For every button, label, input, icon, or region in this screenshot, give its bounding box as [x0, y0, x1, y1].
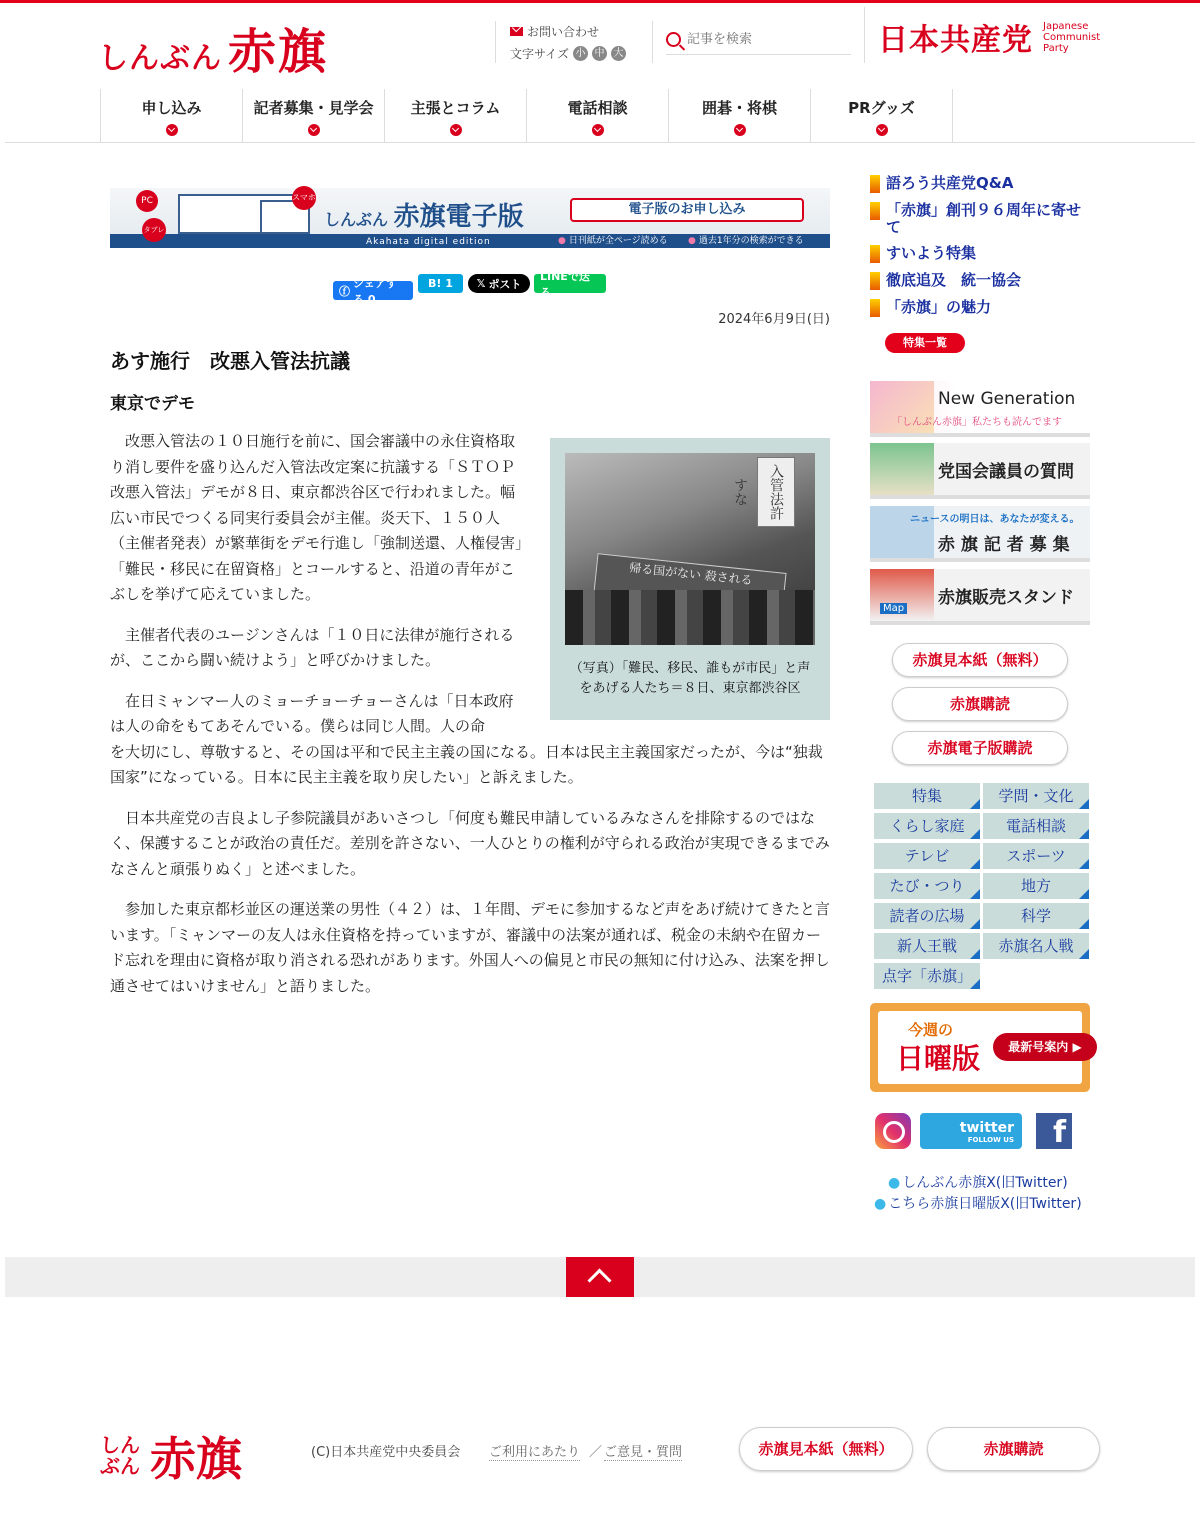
copyright: (C)日本共産党中央委員会 [311, 1445, 461, 1460]
twitter-follow-button[interactable] [920, 1113, 1022, 1149]
nav-item-go-shogi[interactable] [669, 89, 811, 143]
sample-paper-button[interactable]: 赤旗見本紙（無料） [892, 643, 1068, 677]
subscribe-button[interactable]: 赤旗購読 [892, 687, 1068, 721]
terms-link[interactable]: ご利用にあたり [489, 1441, 580, 1461]
feature-link[interactable] [870, 272, 1095, 290]
map-tag: Map [880, 603, 907, 614]
article-paragraph: 改悪入管法の１０日施行を前に、国会審議中の永住資格取り消し要件を盛り込んだ入管法改定案に抗議する「ＳＴＯＰ改悪入管法」デモが８日、東京都渋谷区で行われました。幅広い市民でつくる同実行委員会が主催。炎天下、１５０人（主催者発表）が繁華街をデモ行進し「強制送還、人権侵害」「難民・移民に在留資格」とコールすると、沿道の青年がこぶしを挙げて応えていました。 [110, 432, 523, 603]
tablet-badge: タブレット [142, 218, 166, 242]
divider [864, 7, 865, 63]
diet-building-icon [870, 443, 934, 495]
banner-sublabel: ニュースの明日は、あなたが変える。 [910, 514, 1080, 525]
feature-label: 徹底追及 統一協会 [886, 271, 1022, 289]
feature-list-button[interactable]: 特集一覧 [885, 333, 965, 353]
font-size-small-button[interactable]: 小 [573, 46, 588, 61]
jcp-en-line: Party [1043, 42, 1069, 54]
article-body [110, 429, 830, 1014]
feature-label: 語ろう共産党Q&A [886, 174, 1014, 192]
feature-label: 「赤旗」創刊９６周年に寄せて [886, 201, 1082, 236]
x-icon: 𝕏 [476, 277, 486, 290]
category-link[interactable]: 読者の広場 [874, 903, 980, 929]
x-account-link[interactable]: ● しんぶん赤旗X(旧Twitter) [888, 1172, 1068, 1192]
diet-questions-banner[interactable] [870, 443, 1090, 499]
nav-label: PRグッズ [848, 99, 915, 117]
main-nav [100, 89, 953, 143]
contact-link[interactable] [510, 23, 599, 40]
category-link[interactable]: 地方 [983, 873, 1089, 899]
category-link[interactable]: くらし家庭 [874, 813, 980, 839]
banner-subtitle: Akahata digital edition [366, 237, 491, 247]
feature-link[interactable] [870, 202, 1095, 236]
feature-bar-icon [870, 299, 880, 317]
footer-logo-big: 赤旗 [150, 1432, 242, 1486]
chevron-down-icon [308, 124, 320, 136]
hatena-bookmark-button[interactable]: B! 1 [418, 274, 463, 293]
facebook-share-button[interactable] [333, 276, 413, 306]
banner-note: ● 日刊紙が全ページ読める [558, 233, 668, 246]
logo-big: 赤旗 [228, 24, 329, 80]
facebook-icon: ⓕ [339, 284, 350, 298]
article-paragraph: 主催者代表のユージンさんは「１０日に法律が施行されるが、ここから闘い続けよう」と呼びかけました。 [110, 625, 515, 669]
banner-label: 赤旗販売スタンド [938, 588, 1074, 608]
footer-logo-small: しんぶん [100, 1433, 140, 1478]
nav-divider [5, 142, 1195, 143]
category-link[interactable]: 学問・文化 [983, 783, 1089, 809]
feature-bar-icon [870, 245, 880, 263]
line-send-button[interactable]: LINEで送る [534, 274, 606, 293]
chevron-down-icon [876, 124, 888, 136]
banner-label: 党国会議員の質問 [938, 462, 1074, 482]
reporter-recruit-banner[interactable] [870, 506, 1090, 562]
font-size-label: 文字サイズ [510, 47, 570, 61]
back-to-top-button[interactable] [566, 1257, 634, 1297]
nav-label: 電話相談 [567, 99, 628, 117]
category-link[interactable]: 電話相談 [983, 813, 1089, 839]
nav-label: 囲碁・将棋 [701, 99, 777, 117]
photo-banner: 帰る国がない 殺される [593, 553, 786, 613]
nav-label: 記者募集・見学会 [253, 99, 374, 117]
sunday-label: 今週の [908, 1021, 954, 1039]
divider [652, 21, 653, 63]
sunday-banner-inner [878, 1011, 1082, 1084]
nav-label: 主張とコラム [410, 99, 501, 117]
feature-bar-icon [870, 272, 880, 290]
article-paragraph: 日本共産党の吉良よし子参院議員があいさつし「何度も難民申請しているみなさんを排除するのではなく、保護することが政治の責任だ。差別を許さない、一人ひとりの権利が守られる政治が実現できるまでみなさんと頑張りぬく」と述べました。 [110, 808, 830, 878]
contact-label: お問い合わせ [527, 25, 600, 39]
font-size-large-button[interactable]: 大 [611, 46, 626, 61]
footer-sample-button[interactable]: 赤旗見本紙（無料） [739, 1427, 913, 1471]
smartphone-badge: スマホ [292, 186, 316, 210]
pc-badge: PC [136, 190, 158, 212]
feature-link[interactable] [870, 299, 1095, 317]
jcp-english [1043, 21, 1100, 54]
article-paragraph: 在日ミャンマー人のミョーチョーチョーさんは「日本政府は人の命をもてあそんでいる。僕らは同じ人間。人の命 [110, 691, 514, 735]
category-link[interactable]: スポーツ [983, 843, 1089, 869]
sunday-edition-banner[interactable] [870, 1003, 1090, 1092]
banner-label: New Generation [938, 389, 1076, 409]
x-account-link[interactable]: ● こちら赤旗日曜版X(旧Twitter) [874, 1193, 1082, 1213]
footer-logo[interactable] [100, 1423, 242, 1489]
nav-item-phone-consult[interactable] [527, 89, 669, 143]
category-link[interactable]: 点字「赤旗」 [874, 963, 980, 989]
article-subtitle: 東京でデモ [110, 394, 195, 414]
nav-label: 申し込み [141, 99, 202, 117]
feature-link[interactable] [870, 245, 1095, 263]
x-post-button[interactable] [468, 274, 530, 293]
category-link[interactable]: 赤旗名人戦 [983, 933, 1089, 959]
map-box-icon [870, 569, 934, 621]
nav-item-apply[interactable] [101, 89, 243, 143]
photo-caption: （写真）「難民、移民、誰もが市民」と声をあげる人たち＝８日、東京都渋谷区 [569, 661, 811, 696]
nav-item-recruit[interactable] [243, 89, 385, 143]
article-paragraph: を大切にし、尊敬すると、その国は平和で民主主義の国になる。日本は民主主義国家だったが、今は“独裁国家”になっている。日本に民主主義を取り戻したい」と訴えました。 [110, 742, 823, 786]
photo-sign: 入管法許すな [757, 457, 795, 527]
jcp-logo[interactable] [878, 15, 1100, 59]
digital-edition-banner[interactable] [110, 188, 830, 258]
nav-item-pr-goods[interactable] [811, 89, 953, 143]
footer-subscribe-button[interactable]: 赤旗購読 [927, 1427, 1100, 1471]
link-separator: ／ [589, 1445, 603, 1460]
mail-icon [510, 27, 523, 36]
banner-note: ● 過去1年分の検索ができる [688, 233, 804, 246]
new-generation-banner[interactable] [870, 381, 1090, 437]
banner-label: 赤 旗 記 者 募 集 [938, 535, 1070, 555]
digital-subscribe-button[interactable]: 赤旗電子版購読 [892, 731, 1068, 765]
chevron-down-icon [592, 124, 604, 136]
instagram-icon[interactable] [875, 1113, 911, 1149]
digital-apply-button[interactable]: 電子版のお申し込み [570, 198, 804, 222]
category-link[interactable]: テレビ [874, 843, 980, 869]
chevron-down-icon [734, 124, 746, 136]
facebook-icon[interactable]: f [1036, 1113, 1072, 1149]
twitter-sublabel: FOLLOW US [967, 1136, 1014, 1144]
category-link[interactable]: たび・つり [874, 873, 980, 899]
category-link[interactable]: 新人王戦 [874, 933, 980, 959]
logo-small: しんぶん [98, 41, 222, 76]
banner-title-small: しんぶん [324, 210, 389, 229]
banner-sublabel: 「しんぶん赤旗」私たちも読んでます [892, 417, 1062, 428]
category-grid [874, 783, 1089, 989]
feedback-link[interactable]: ご意見・質問 [604, 1441, 682, 1461]
chevron-down-icon [450, 124, 462, 136]
category-link[interactable]: 科学 [983, 903, 1089, 929]
facebook-share-label: シェアする 0 [353, 276, 397, 306]
font-size-selector [510, 45, 626, 62]
jcp-name: 日本共産党 [878, 23, 1033, 58]
jcp-en-line: Japanese [1043, 20, 1089, 32]
feature-link[interactable] [870, 175, 1095, 193]
nav-item-column[interactable] [385, 89, 527, 143]
feature-label: すいよう特集 [886, 244, 977, 262]
search-input[interactable] [687, 32, 837, 47]
feature-bar-icon [870, 202, 880, 220]
sales-stand-banner[interactable] [870, 569, 1090, 625]
x-post-label: ポスト [488, 277, 522, 291]
article-date: 2024年6月9日(日) [718, 312, 830, 327]
banner-title-big: 赤旗電子版 [393, 202, 524, 232]
banner-title [324, 196, 524, 233]
search-icon[interactable] [666, 32, 681, 47]
feature-label: 「赤旗」の魅力 [886, 298, 992, 316]
article-title: あす施行 改悪入管法抗議 [110, 349, 350, 373]
site-logo[interactable] [98, 13, 328, 82]
sunday-title: 日曜版 [896, 1042, 981, 1075]
category-link[interactable]: 特集 [874, 783, 980, 809]
divider [495, 21, 496, 63]
feature-bar-icon [870, 175, 880, 193]
search-box [666, 25, 851, 55]
twitter-label: twitter [959, 1120, 1014, 1136]
feature-list [870, 175, 1095, 326]
article-paragraph: 参加した東京都杉並区の運送業の男性（４２）は、１年間、デモに参加するなど声をあげ続けてきたと言います。「ミャンマーの友人は永住資格を持っていますが、審議中の法案が通れば、税金の未納や在留カード忘れを理由に資格が取り消される恐れがあります。外国人への偏見と市民の無知に付け込み、法案を押し通させてはいけません」と語りました。 [110, 900, 831, 995]
latest-issue-button[interactable]: 最新号案内 ▶ [993, 1033, 1097, 1061]
font-size-medium-button[interactable]: 中 [592, 46, 607, 61]
jcp-en-line: Communist [1043, 31, 1101, 43]
chevron-down-icon [166, 124, 178, 136]
